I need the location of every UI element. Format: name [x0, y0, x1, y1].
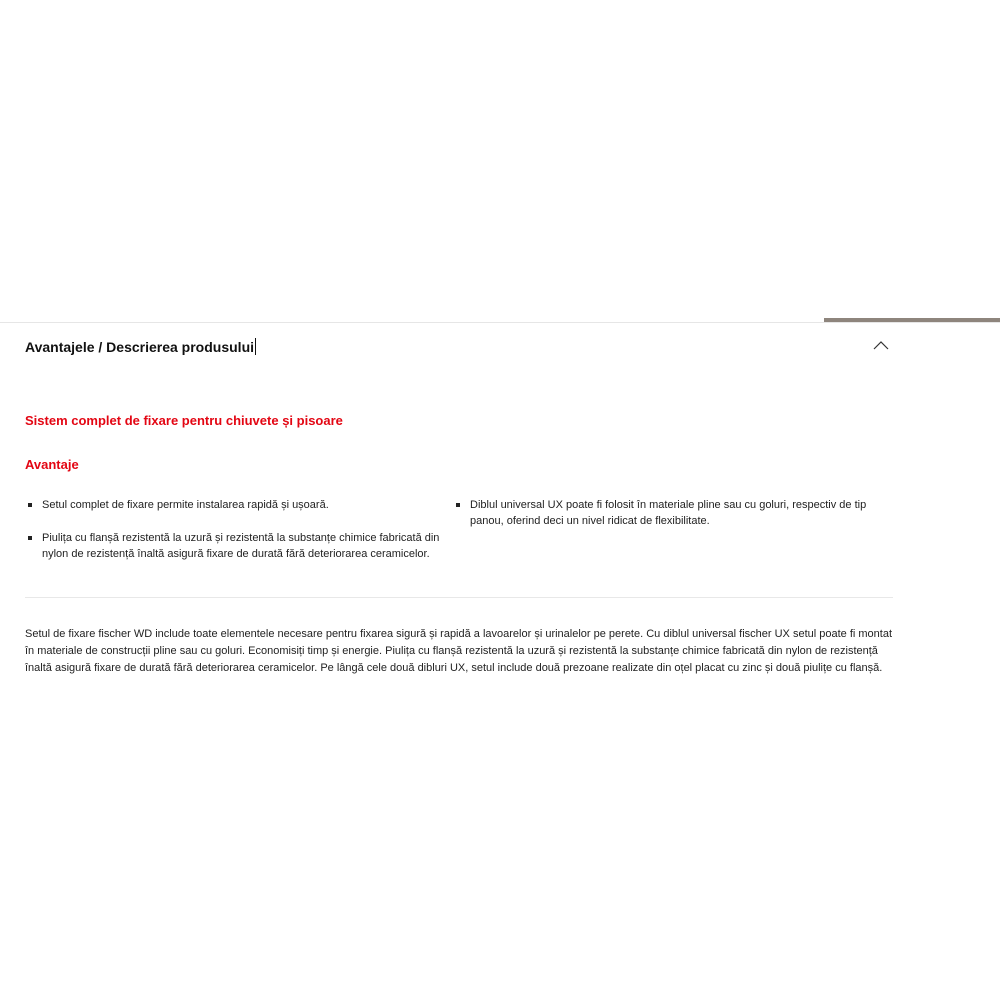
product-description: Setul de fixare fischer WD include toate elementele necesare pentru fixarea sigură și rapidă a lavoarelor și urinalelor pe perete. Cu diblul universal fischer UX setul poate fi montat în materiale de construcții pline sau cu goluri. Economisiți timp și energie. Piulița cu flanșă rezistentă la uzură și rezistentă la substanțe chimice fabricată din nylon de rezistență înaltă asigură fixare de durată fără deteriorarea ceramicelor. Pe lângă cele două dibluri UX, setul include două prezoane realizate din oțel placat cu zinc și două piulițe cu flanșă. — [25, 628, 893, 674]
list-item: Setul complet de fixare permite instalarea rapidă și ușoară. — [25, 497, 445, 513]
accordion-title — [25, 338, 256, 355]
chevron-up-icon[interactable] — [872, 339, 890, 351]
text-cursor — [255, 338, 256, 355]
list-item: Piulița cu flanșă rezistentă la uzură și rezistentă la substanțe chimice fabricată din nylon de rezistență înaltă asigură fixare de durată fără deteriorarea ceramicelor. — [25, 530, 445, 562]
advantages-list-right — [453, 497, 898, 529]
accordion-header[interactable] — [0, 323, 900, 371]
advantages-list-left — [25, 497, 445, 562]
accent-bar — [824, 318, 1000, 322]
list-item: Diblul universal UX poate fi folosit în materiale pline sau cu goluri, respectiv de tip panou, oferind deci un nivel ridicat de flexibilitate. — [453, 497, 898, 529]
section-divider — [25, 597, 893, 598]
accordion-title-text: Avantajele / Descrierea produsului — [25, 339, 255, 355]
advantages-heading: Avantaje — [25, 457, 79, 472]
product-headline: Sistem complet de fixare pentru chiuvete și pisoare — [25, 413, 343, 428]
